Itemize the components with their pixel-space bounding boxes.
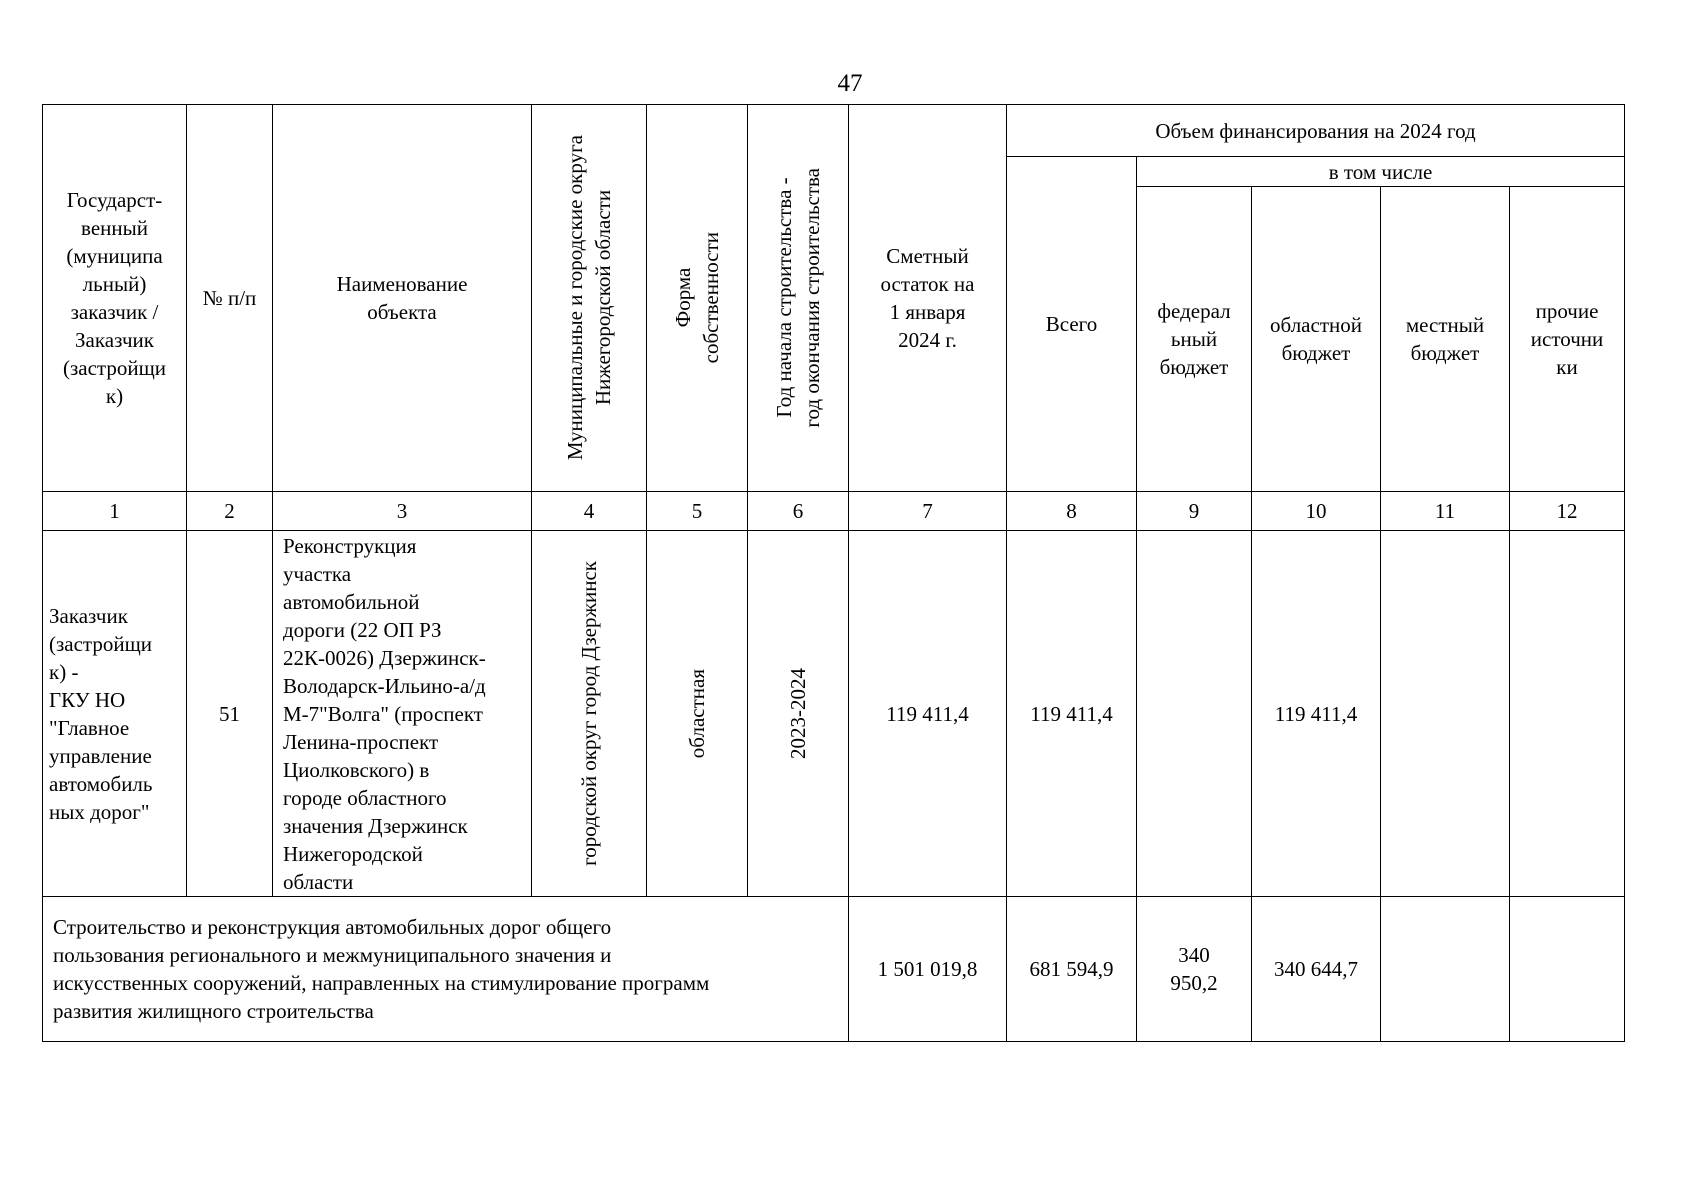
total-row-total: 681 594,9 bbox=[1007, 897, 1137, 1042]
header-municipal-districts-text: Муниципальные и городские округа Нижегородской области bbox=[563, 135, 615, 461]
column-number-row bbox=[43, 492, 1625, 531]
total-row-federal: 340 950,2 bbox=[1137, 897, 1252, 1042]
header-local-budget: местный бюджет bbox=[1381, 187, 1510, 492]
header-funding-volume: Объем финансирования на 2024 год bbox=[1007, 105, 1625, 157]
header-ownership-form-text: Форма собственности bbox=[671, 232, 723, 364]
row-local bbox=[1381, 531, 1510, 897]
header-ownership-form bbox=[647, 105, 748, 492]
column-number: 1 bbox=[43, 492, 187, 531]
header-regional-budget: областной бюджет bbox=[1252, 187, 1381, 492]
total-row-local bbox=[1381, 897, 1510, 1042]
header-federal-budget: федерал ьный бюджет bbox=[1137, 187, 1252, 492]
row-other bbox=[1510, 531, 1625, 897]
column-number: 6 bbox=[748, 492, 849, 531]
row-ownership-text: областная bbox=[685, 668, 709, 759]
row-district-text: городской округ город Дзержинск bbox=[577, 561, 601, 866]
header-customer: Государст- венный (муниципа льный) заказчик / Заказчик (застройщи к) bbox=[43, 105, 187, 492]
header-municipal-districts bbox=[532, 105, 647, 492]
header-estimated-balance: Сметный остаток на 1 января 2024 г. bbox=[849, 105, 1007, 492]
column-number: 12 bbox=[1510, 492, 1625, 531]
row-district bbox=[532, 531, 647, 897]
header-including: в том числе bbox=[1137, 157, 1625, 187]
header-other-sources: прочие источни ки bbox=[1510, 187, 1625, 492]
header-years bbox=[748, 105, 849, 492]
financing-table bbox=[42, 104, 1625, 1042]
column-number: 8 bbox=[1007, 492, 1137, 531]
total-row-estimated-balance: 1 501 019,8 bbox=[849, 897, 1007, 1042]
header-total: Всего bbox=[1007, 157, 1137, 492]
row-customer: Заказчик (застройщи к) - ГКУ НО "Главное управление автомобиль ных дорог" bbox=[43, 531, 187, 897]
header-row-1 bbox=[43, 105, 1625, 157]
total-row-regional: 340 644,7 bbox=[1252, 897, 1381, 1042]
column-number: 10 bbox=[1252, 492, 1381, 531]
page-number: 47 bbox=[837, 70, 863, 97]
row-total: 119 411,4 bbox=[1007, 531, 1137, 897]
row-object-name: Реконструкция участка автомобильной дороги (22 ОП РЗ 22К-0026) Дзержинск- Володарск-Ильино-а/д М-7"Волга" (проспект Ленина-проспект Циолковского) в городе областного значения Дзержинск Нижегородской области bbox=[273, 531, 532, 897]
column-number: 11 bbox=[1381, 492, 1510, 531]
column-number: 7 bbox=[849, 492, 1007, 531]
column-number: 4 bbox=[532, 492, 647, 531]
header-years-text: Год начала строительства - год окончания строительства bbox=[772, 168, 824, 428]
header-num: № п/п bbox=[187, 105, 273, 492]
row-years-text: 2023-2024 bbox=[786, 668, 810, 759]
row-federal bbox=[1137, 531, 1252, 897]
column-number: 3 bbox=[273, 492, 532, 531]
column-number: 9 bbox=[1137, 492, 1252, 531]
row-estimated-balance: 119 411,4 bbox=[849, 531, 1007, 897]
column-number: 5 bbox=[647, 492, 748, 531]
row-num: 51 bbox=[187, 531, 273, 897]
row-ownership bbox=[647, 531, 748, 897]
column-number: 2 bbox=[187, 492, 273, 531]
total-row bbox=[43, 897, 1625, 1042]
total-row-label: Строительство и реконструкция автомобильных дорог общего пользования регионального и межмуниципального значения и искусственных сооружений, направленных на стимулирование программ развития жилищного строительства bbox=[43, 897, 849, 1042]
header-object-name: Наименование объекта bbox=[273, 105, 532, 492]
total-row-other bbox=[1510, 897, 1625, 1042]
row-years bbox=[748, 531, 849, 897]
table-row bbox=[43, 531, 1625, 897]
row-regional: 119 411,4 bbox=[1252, 531, 1381, 897]
